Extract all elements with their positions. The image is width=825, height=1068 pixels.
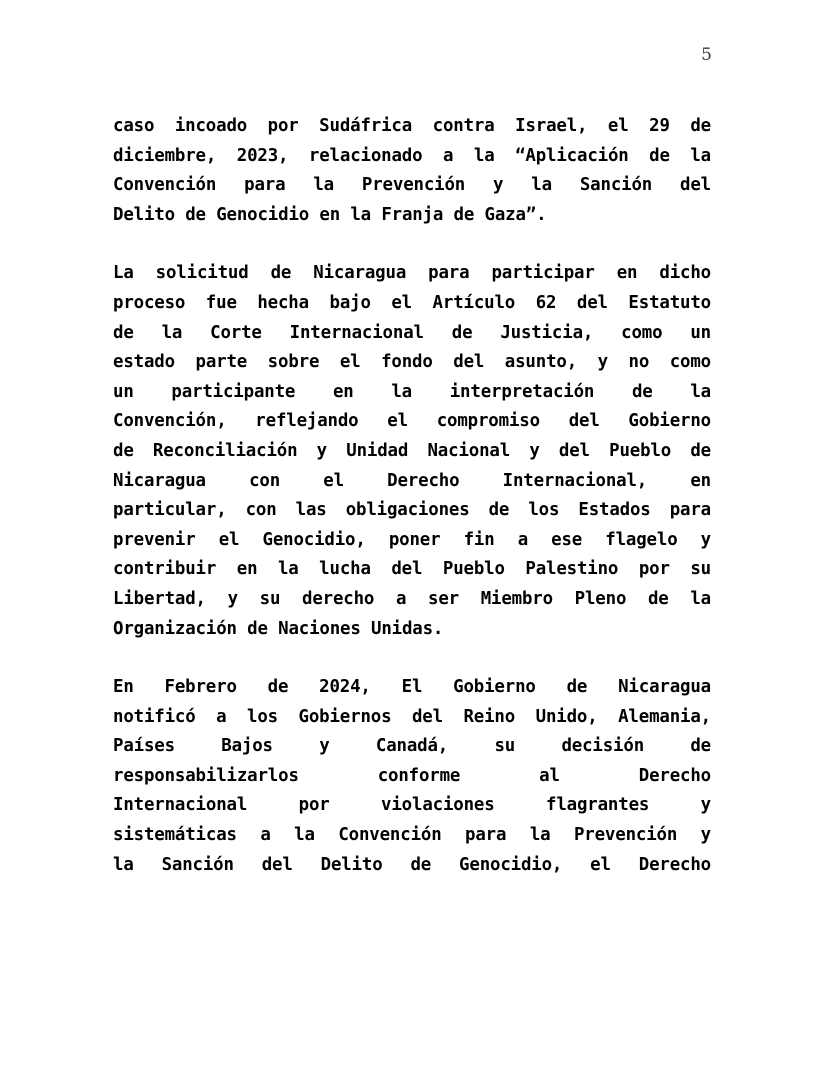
text-line: Países Bajos y Canadá, su decisión de xyxy=(113,736,711,757)
text-line: de la Corte Internacional de Justicia, como un xyxy=(113,322,711,343)
paragraph-1 xyxy=(113,112,711,230)
text-line: caso incoado por Sudáfrica contra Israel, el 29 de xyxy=(113,116,711,136)
text-line: un participante en la interpretación de la xyxy=(113,381,711,402)
text-line: La solicitud de Nicaragua para participar en dicho xyxy=(113,263,711,284)
text-line: de Reconciliación y Unidad Nacional y del Pueblo de xyxy=(113,440,711,461)
text-line: notificó a los Gobiernos del Reino Unido, Alemania, xyxy=(113,706,711,727)
text-line: particular, con las obligaciones de los Estados para xyxy=(113,500,711,521)
text-line: Delito de Genocidio en la Franja de Gaza”. xyxy=(113,204,547,225)
text-line: contribuir en la lucha del Pueblo Palestino por su xyxy=(113,559,711,580)
page-number: 5 xyxy=(701,45,712,65)
text-line: Nicaragua con el Derecho Internacional, en xyxy=(113,470,711,491)
text-line: proceso fue hecha bajo el Artículo 62 del Estatuto xyxy=(113,292,711,313)
text-line: Internacional por violaciones flagrantes y xyxy=(113,795,711,816)
text-line: Convención, reflejando el compromiso del Gobierno xyxy=(113,411,711,432)
text-line: Organización de Naciones Unidas. xyxy=(113,618,444,639)
text-line: Convención para la Prevención y la Sanción del xyxy=(113,175,711,196)
text-line: En Febrero de 2024, El Gobierno de Nicaragua xyxy=(113,677,711,698)
paragraph-2 xyxy=(113,259,711,644)
document-body xyxy=(113,112,711,880)
text-line: la Sanción del Delito de Genocidio, el Derecho xyxy=(113,854,711,875)
text-line: prevenir el Genocidio, poner fin a ese flagelo y xyxy=(113,529,711,550)
text-line: estado parte sobre el fondo del asunto, y no como xyxy=(113,352,711,373)
text-line: diciembre, 2023, relacionado a la “Aplicación de la xyxy=(113,145,711,166)
text-line: sistemáticas a la Convención para la Prevención y xyxy=(113,825,711,846)
text-line: responsabilizarlos conforme al Derecho xyxy=(113,765,711,786)
paragraph-3 xyxy=(113,673,711,880)
text-line: Libertad, y su derecho a ser Miembro Pleno de la xyxy=(113,588,711,609)
